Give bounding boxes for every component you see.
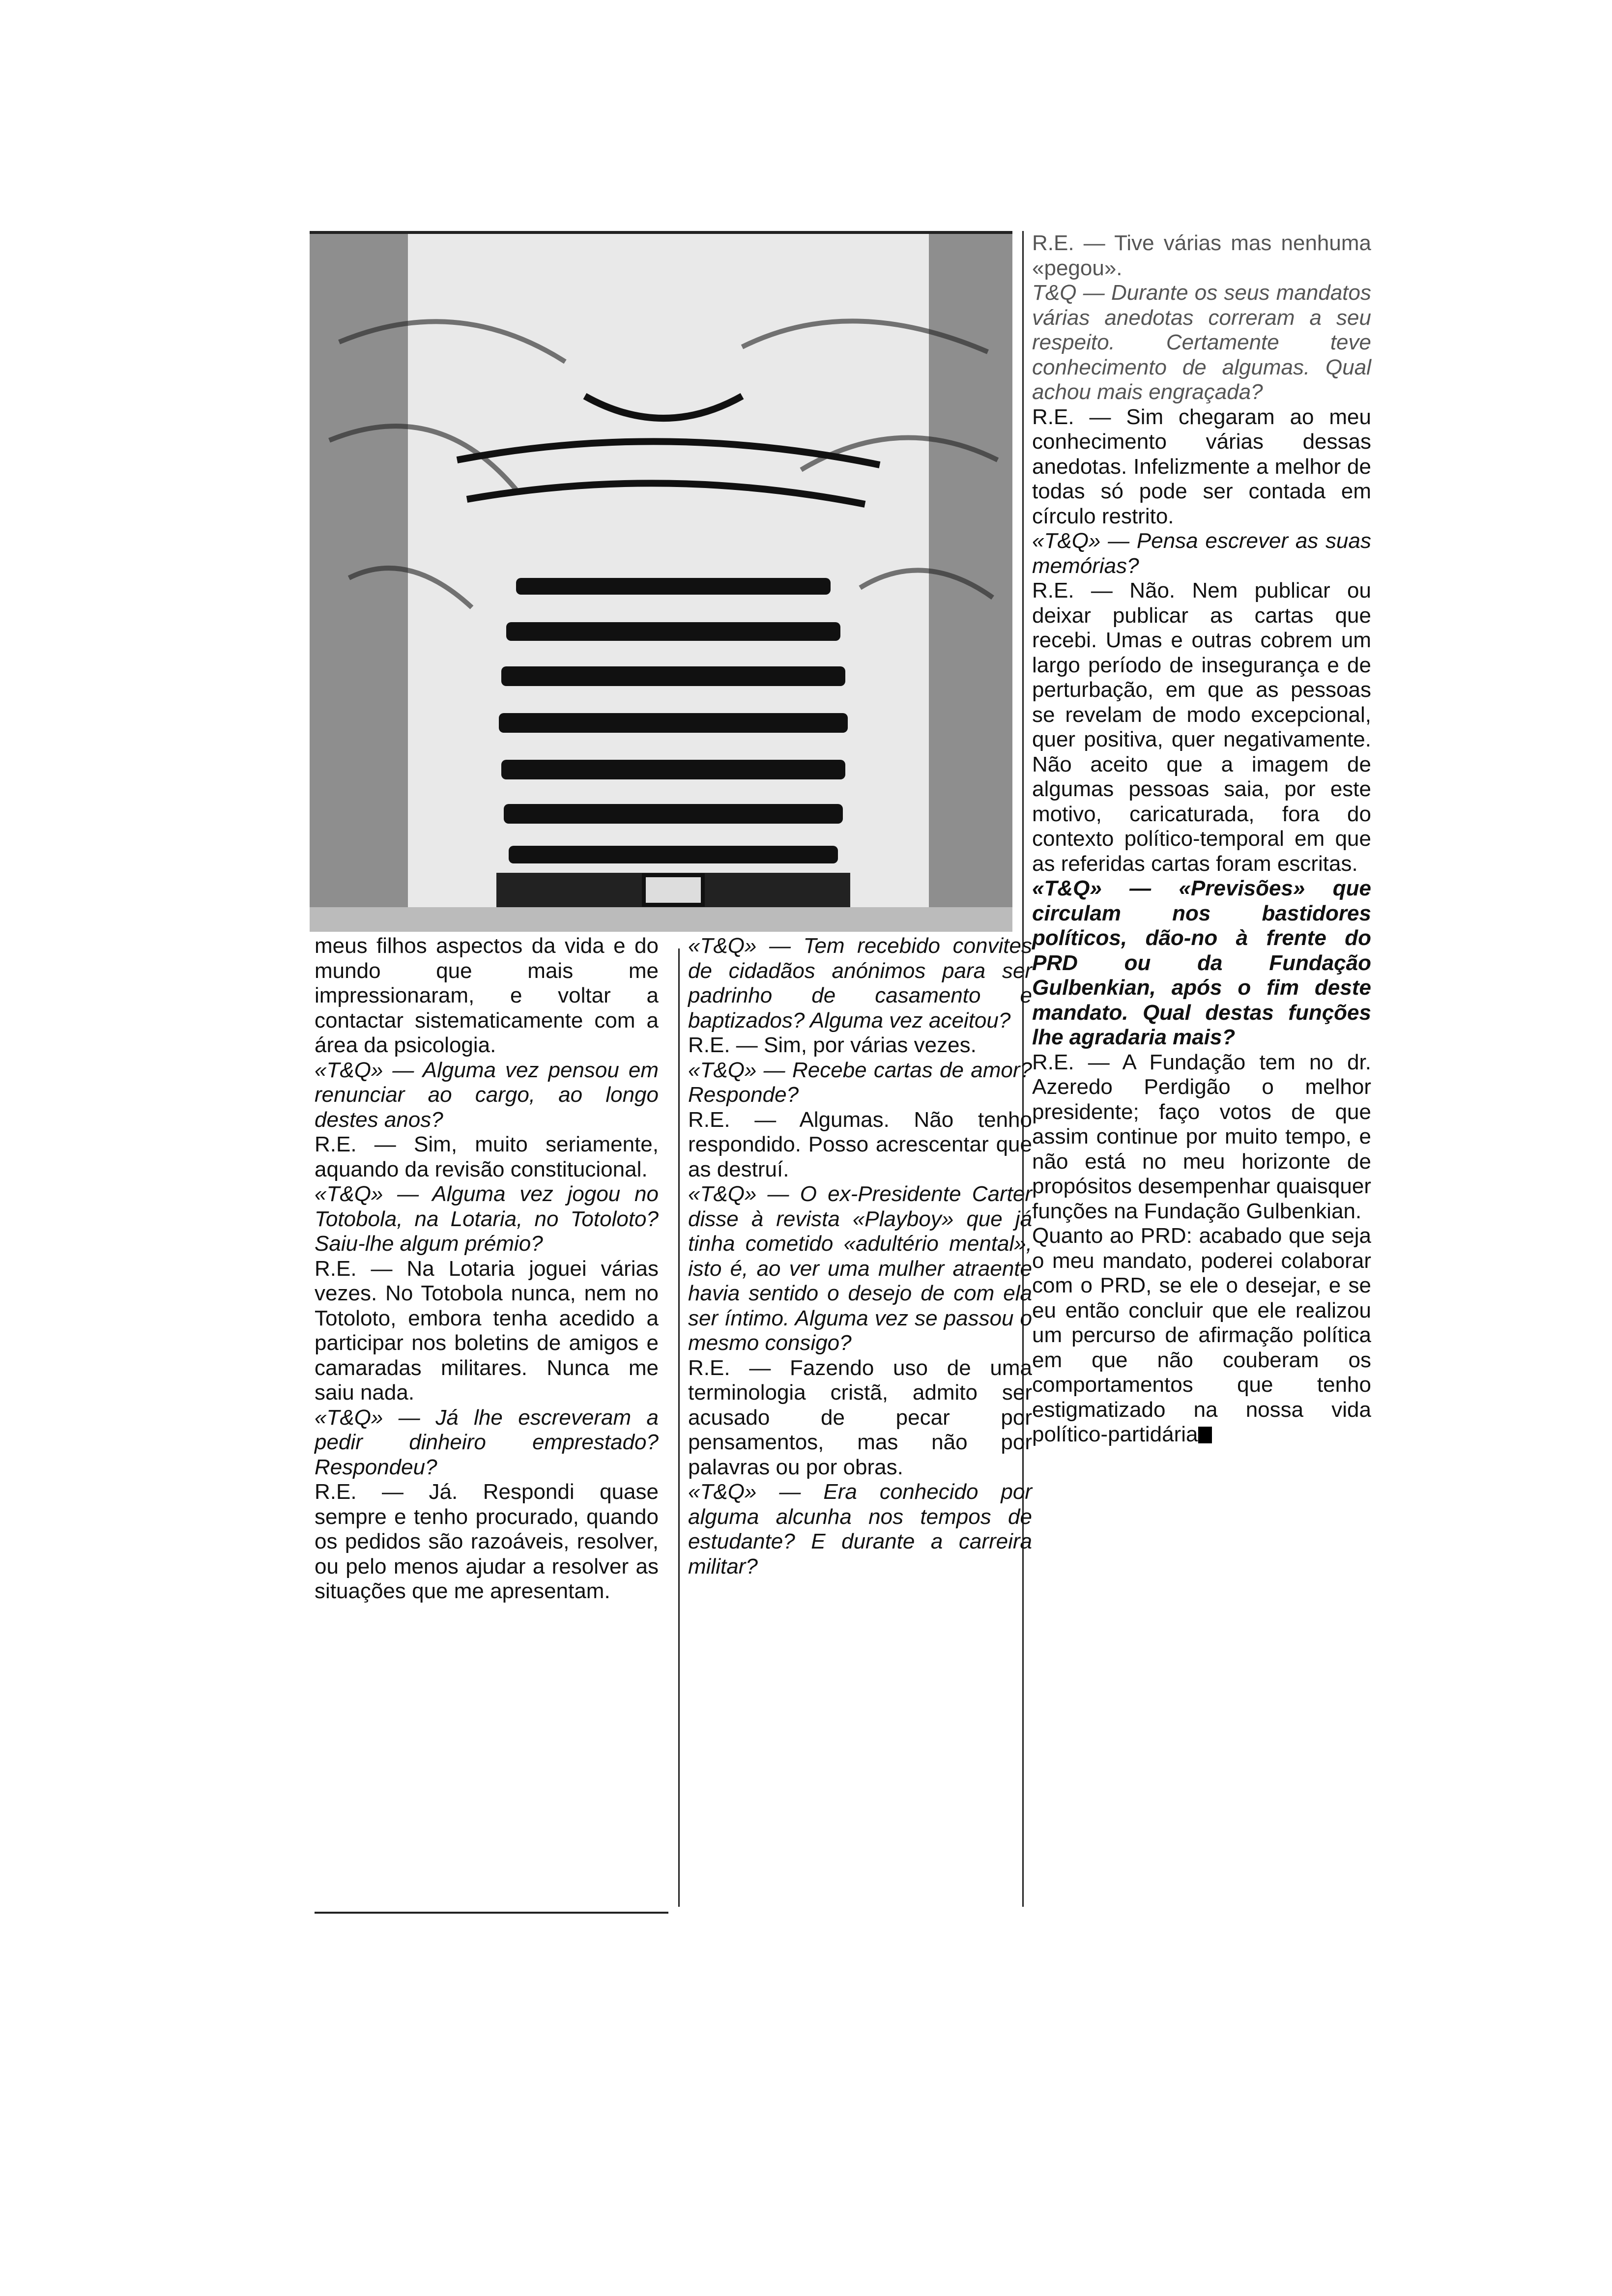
- paragraph: R.E. — A Fundação tem no dr. Azeredo Perdigão o melhor presidente; faço votos de que assim continue por muito tempo, e não está no meu horizonte de propósitos desempenhar quaisquer funções na Fundação Gulbenkian.: [1032, 1050, 1371, 1223]
- article-column-3: [1032, 231, 1371, 1447]
- interview-question: «T&Q» — Alguma vez pensou em renunciar ao cargo, ao longo destes anos?: [315, 1058, 659, 1132]
- photo-striped-sweater: [310, 231, 1012, 932]
- article-column-1: [315, 934, 659, 1604]
- interview-question: «T&Q» — Tem recebido convites de cidadãos anónimos para ser padrinho de casamento e baptizados? Alguma vez aceitou?: [688, 934, 1032, 1033]
- paragraph: R.E. — Na Lotaria joguei várias vezes. No Totobola nunca, nem no Totoloto, embora tenha acedido a participar nos boletins de amigos e camaradas militares. Nunca me saiu nada.: [315, 1256, 659, 1405]
- interview-question: «T&Q» — Recebe cartas de amor? Responde?: [688, 1058, 1032, 1107]
- paragraph: R.E. — Já. Respondi quase sempre e tenho procurado, quando os pedidos são razoáveis, resolver, ou pelo menos ajudar a resolver as situações que me apresentam.: [315, 1480, 659, 1603]
- faded-top-text: [1032, 231, 1371, 405]
- column-rule-1: [678, 948, 680, 1907]
- interview-question: «T&Q» — Alguma vez jogou no Totobola, na Lotaria, no Totoloto? Saiu-lhe algum prémio?: [315, 1182, 659, 1256]
- paragraph: R.E. — Sim, muito seriamente, aquando da revisão constitucional.: [315, 1132, 659, 1181]
- paragraph: R.E. — Sim chegaram ao meu conhecimento várias dessas anedotas. Infelizmente a melhor de todas só pode ser contada em círculo restrito.: [1032, 404, 1371, 528]
- interview-question: «T&Q» — Já lhe escreveram a pedir dinheiro emprestado? Respondeu?: [315, 1405, 659, 1479]
- paragraph: meus filhos aspectos da vida e do mundo que mais me impressionaram, e voltar a contactar sistematicamente com a área da psicologia.: [315, 934, 659, 1057]
- interview-question: «T&Q» — Pensa escrever as suas memórias?: [1032, 529, 1371, 578]
- interview-question: «T&Q» — O ex-Presidente Carter disse à revista «Playboy» que já tinha cometido «adultério mental», isto é, ao ver uma mulher atraente havia sentido o desejo de com ela ser íntimo. Alguma vez se passou o mesmo consigo?: [688, 1182, 1032, 1355]
- column-1-bottom-rule: [315, 1912, 668, 1914]
- photo-image: [310, 234, 1012, 932]
- interview-question: T&Q — Durante os seus mandatos várias anedotas correram a seu respeito. Certamente teve conhecimento de algumas. Qual achou mais engraçada?: [1032, 281, 1371, 404]
- interview-question: «T&Q» — Era conhecido por alguma alcunha nos tempos de estudante? E durante a carreira militar?: [688, 1480, 1032, 1578]
- paragraph: R.E. — Sim, por várias vezes.: [688, 1033, 977, 1057]
- newspaper-clipping: [310, 231, 1371, 1922]
- column-3-body: [1032, 405, 1371, 1447]
- paragraph: R.E. — Tive várias mas nenhuma «pegou».: [1032, 231, 1371, 280]
- end-of-article-mark: [1198, 1427, 1212, 1443]
- paragraph: R.E. — Fazendo uso de uma terminologia cristã, admito ser acusado de pecar por pensamentos, mas não por palavras ou por obras.: [688, 1355, 1032, 1479]
- article-column-2: [688, 934, 1032, 1579]
- paragraph: R.E. — Algumas. Não tenho respondido. Posso acrescentar que as destruí.: [688, 1107, 1032, 1181]
- paragraph: Quanto ao PRD: acabado que seja o meu mandato, poderei colaborar com o PRD, se ele o desejar, e se eu então concluir que ele realizou um percurso de afirmação política em que não couberam os comportamentos que tenho estigmatizado na nossa vida político-partidária: [1032, 1224, 1371, 1446]
- paragraph: R.E. — Não. Nem publicar ou deixar publicar as cartas que recebi. Umas e outras cobrem um largo período de insegurança e de perturbação, em que as pessoas se revelam de modo excepcional, quer positiva, quer negativamente. Não aceito que a imagem de algumas pessoas saia, por este motivo, caricaturada, fora do contexto político-temporal em que as referidas cartas foram escritas.: [1032, 578, 1371, 876]
- interview-question: «T&Q» — «Previsões» que circulam nos bastidores políticos, dão-no à frente do PRD ou da Fundação Gulbenkian, após o fim deste mandato. Qual destas funções lhe agradaria mais?: [1032, 876, 1371, 1049]
